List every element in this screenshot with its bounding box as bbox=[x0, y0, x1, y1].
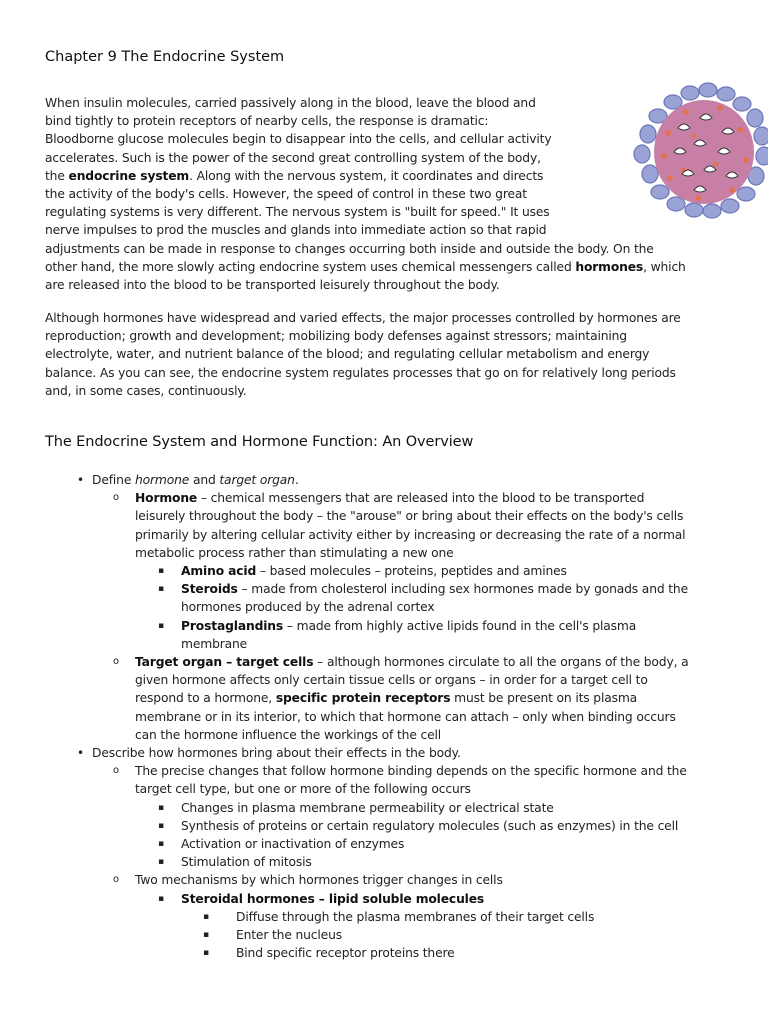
term-prostaglandins: Prostaglandins bbox=[181, 618, 284, 633]
text-fragment: other hand, the more slowly acting endocrine system uses chemical messengers called bbox=[45, 259, 576, 274]
outline-change-item bbox=[45, 835, 745, 853]
text-fragment: Activation or inactivation of enzymes bbox=[181, 837, 405, 852]
bullet-icon: • bbox=[77, 473, 84, 487]
text-fragment: Changes in plasma membrane permeability or electrical state bbox=[181, 800, 554, 815]
square-bullet-icon: ▪ bbox=[158, 620, 164, 631]
text-line: hormones produced by the adrenal cortex bbox=[181, 600, 435, 615]
bullet-icon: • bbox=[77, 746, 84, 761]
term-amino-acid: Amino acid bbox=[181, 564, 257, 579]
text-fragment: respond to a hormone, bbox=[135, 691, 276, 706]
outline-subsubitem-steroids bbox=[45, 580, 745, 598]
outline-item-describe bbox=[45, 744, 745, 762]
square-bullet-icon: ▪ bbox=[158, 802, 164, 813]
outline-change-item bbox=[45, 799, 745, 817]
outline-subsubitem-steroidal-hormones bbox=[45, 890, 745, 908]
text-line: electrolyte, water, and nutrient balance of the blood; and regulating cellular metabolism and energy bbox=[45, 347, 650, 362]
square-bullet-icon: ▪ bbox=[203, 948, 209, 959]
effects-paragraph bbox=[45, 309, 735, 400]
text-fragment: and bbox=[189, 473, 220, 487]
text-fragment: – made from highly active lipids found in the cell's plasma bbox=[283, 618, 637, 633]
text-line: can the hormone influence the workings of the cell bbox=[135, 727, 442, 742]
text-fragment: – chemical messengers that are released into the blood to be transported bbox=[197, 491, 645, 506]
text-fragment: Enter the nucleus bbox=[236, 928, 342, 943]
text-line: membrane bbox=[181, 636, 248, 651]
outline-subitem-mechanisms bbox=[45, 871, 745, 889]
outline-step-item bbox=[45, 926, 745, 944]
circle-bullet-icon: o bbox=[113, 765, 119, 777]
circle-bullet-icon: o bbox=[113, 492, 119, 504]
text-fragment: . Along with the nervous system, it coordinates and directs bbox=[189, 168, 544, 183]
text-fragment: Describe how hormones bring about their effects in the body. bbox=[92, 746, 461, 761]
text-line: Although hormones have widespread and varied effects, the major processes controlled by hormones are bbox=[45, 311, 681, 325]
text-line: metabolic process rather than stimulating a new one bbox=[135, 545, 454, 560]
outline-subsubitem-prostaglandins bbox=[45, 617, 745, 635]
term-hormones: hormones bbox=[575, 259, 644, 274]
term-steroids: Steroids bbox=[181, 582, 238, 597]
text-line bbox=[45, 167, 725, 185]
text-line bbox=[45, 258, 725, 276]
text-fragment: Diffuse through the plasma membranes of their target cells bbox=[236, 909, 595, 924]
text-fragment: Two mechanisms by which hormones trigger changes in cells bbox=[135, 873, 503, 888]
text-fragment: The precise changes that follow hormone binding depends on the specific hormone and the bbox=[135, 764, 687, 779]
text-fragment: must be present on its plasma bbox=[450, 691, 638, 706]
page-title: Chapter 9 The Endocrine System bbox=[45, 49, 285, 65]
circle-bullet-icon: o bbox=[113, 874, 119, 886]
intro-paragraph bbox=[45, 94, 725, 294]
outline-step-item bbox=[45, 944, 745, 962]
text-line: are released into the blood to be transported leisurely throughout the body. bbox=[45, 278, 500, 293]
text-line: membrane or in its interior, to which that hormone can attach – only when binding occurs bbox=[135, 709, 676, 724]
text-fragment: Stimulation of mitosis bbox=[181, 855, 312, 870]
text-line: bind tightly to protein receptors of nearby cells, the response is dramatic: bbox=[45, 114, 489, 129]
square-bullet-icon: ▪ bbox=[158, 584, 164, 595]
circle-bullet-icon: o bbox=[113, 656, 119, 668]
square-bullet-icon: ▪ bbox=[158, 820, 164, 831]
outline-subitem-hormone bbox=[45, 489, 745, 507]
text-line: the activity of the body's cells. However, the speed of control in these two great bbox=[45, 187, 527, 202]
text-fragment: Synthesis of proteins or certain regulatory molecules (such as enzymes) in the cell bbox=[181, 818, 679, 833]
text-line bbox=[45, 689, 745, 707]
square-bullet-icon: ▪ bbox=[158, 893, 164, 904]
term-hormone: hormone bbox=[135, 473, 190, 487]
text-line: When insulin molecules, carried passively along in the blood, leave the blood and bbox=[45, 96, 536, 110]
text-fragment: Define bbox=[92, 473, 135, 487]
square-bullet-icon: ▪ bbox=[158, 857, 164, 868]
text-fragment: Bind specific receptor proteins there bbox=[236, 946, 455, 961]
term-hormone-bold: Hormone bbox=[135, 491, 198, 506]
text-line: adjustments can be made in response to changes occurring both inside and outside the body. On the bbox=[45, 241, 654, 256]
text-fragment: the bbox=[45, 168, 69, 183]
text-line: Bloodborne glucose molecules begin to disappear into the cells, and cellular activity bbox=[45, 132, 552, 147]
text-line: regulating systems is very different. The nervous system is "built for speed." It uses bbox=[45, 205, 550, 220]
text-line: primarily by altering cellular activity either by increasing or decreasing the rate of a normal bbox=[135, 527, 686, 542]
text-line: leisurely throughout the body – the "arouse" or bring about their effects on the body's cells bbox=[135, 509, 684, 524]
text-line: and, in some cases, continuously. bbox=[45, 383, 247, 398]
outline-change-item bbox=[45, 853, 745, 871]
square-bullet-icon: ▪ bbox=[203, 930, 209, 941]
square-bullet-icon: ▪ bbox=[158, 839, 164, 850]
text-line: given hormone affects only certain tissue cells or organs – in order for a target cell to bbox=[135, 673, 648, 688]
term-target-organ-cells: Target organ – target cells bbox=[135, 655, 314, 670]
section-heading: The Endocrine System and Hormone Function: An Overview bbox=[45, 434, 474, 450]
text-line: balance. As you can see, the endocrine system regulates processes that go on for relatively long periods bbox=[45, 365, 676, 380]
outline-subsubitem-amino-acid bbox=[45, 562, 745, 580]
outline-step-item bbox=[45, 908, 745, 926]
text-fragment: – based molecules – proteins, peptides and amines bbox=[256, 564, 567, 579]
outline-change-item bbox=[45, 817, 745, 835]
text-line: nerve impulses to prod the muscles and glands into immediate action so that rapid bbox=[45, 223, 547, 238]
term-steroidal-hormones: Steroidal hormones – lipid soluble molecules bbox=[181, 891, 485, 906]
square-bullet-icon: ▪ bbox=[203, 911, 209, 922]
term-target-organ: target organ bbox=[219, 473, 295, 487]
text-fragment: . bbox=[294, 473, 299, 487]
text-line: reproduction; growth and development; mobilizing body defenses against stressors; maintaining bbox=[45, 329, 627, 344]
outline-list bbox=[45, 471, 745, 962]
text-line: target cell type, but one or more of the following occurs bbox=[135, 782, 471, 797]
text-fragment: – made from cholesterol including sex hormones made by gonads and the bbox=[237, 582, 688, 597]
square-bullet-icon: ▪ bbox=[158, 566, 164, 577]
text-fragment: – although hormones circulate to all the organs of the body, a bbox=[313, 655, 689, 670]
text-line: accelerates. Such is the power of the second great controlling system of the body, bbox=[45, 150, 541, 165]
outline-subitem-target-organ bbox=[45, 653, 745, 671]
term-endocrine-system: endocrine system bbox=[68, 168, 190, 183]
outline-item-define bbox=[45, 471, 745, 489]
term-specific-protein-receptors: specific protein receptors bbox=[275, 691, 451, 706]
text-fragment: , which bbox=[643, 259, 686, 274]
outline-subitem-precise-changes bbox=[45, 762, 745, 780]
